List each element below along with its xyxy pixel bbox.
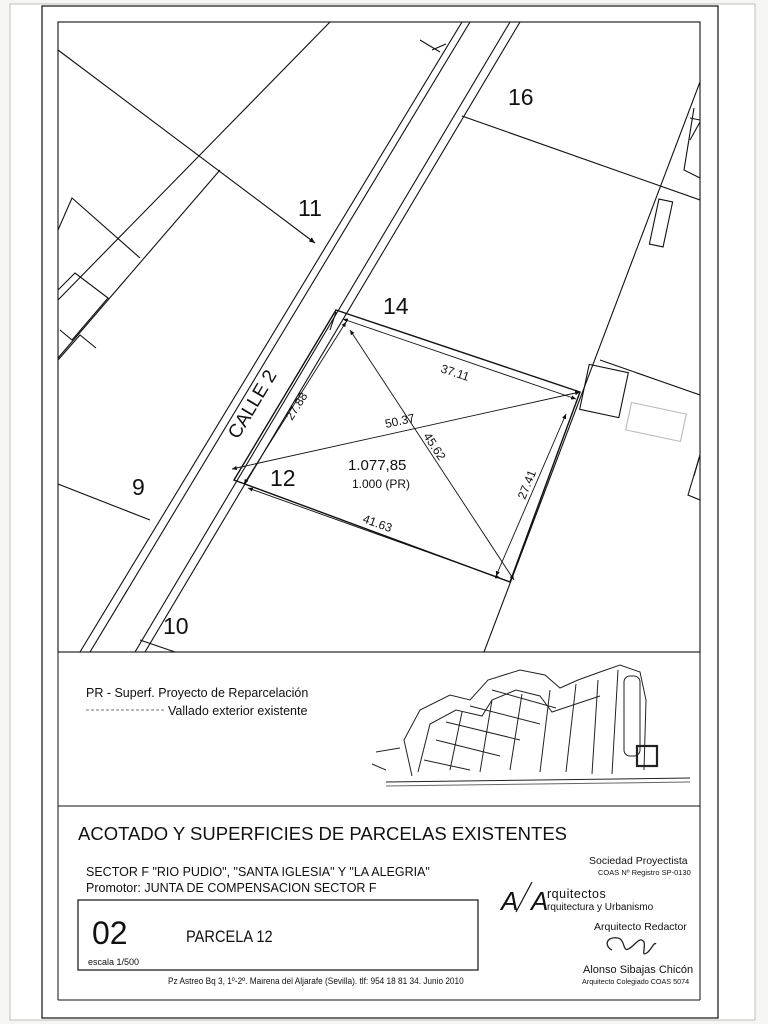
scale-text: escala 1/500 <box>88 957 140 967</box>
parcel-area-pr: 1.000 (PR) <box>352 477 411 491</box>
parcel-label-11: 11 <box>298 195 322 221</box>
firm-name: rquitectos <box>547 887 607 901</box>
parcel-label-14: 14 <box>383 293 409 319</box>
sector-text: SECTOR F "RIO PUDIO", "SANTA IGLESIA" Y "LA ALEGRIA" <box>86 865 430 879</box>
dim-left-edge: 27.88 <box>282 389 311 423</box>
company-reg: COAS Nº Registro SP-0130 <box>598 868 691 877</box>
parcel-label-16: 16 <box>508 84 534 110</box>
promotor-text: Promotor: JUNTA DE COMPENSACION SECTOR F <box>86 881 377 895</box>
parcel-label-9: 9 <box>132 474 145 500</box>
parcel-label-12: 12 <box>270 465 296 491</box>
architect-reg: Arquitecto Colegiado COAS 5074 <box>582 977 690 986</box>
dim-top-edge: 37.11 <box>439 361 472 384</box>
sheet-number: 02 <box>92 915 128 951</box>
street-label: CALLE 2 <box>224 366 282 443</box>
parcel-name: PARCELA 12 <box>186 928 273 947</box>
svg-text:A: A <box>501 886 519 916</box>
dim-diag-long: 50.37 <box>383 410 416 431</box>
dim-bottom-edge: 41.63 <box>360 511 394 536</box>
svg-text:A: A <box>531 886 549 916</box>
address-text: Pz Astreo Bq 3, 1º-2º. Mairena del Aljarafe (Sevilla). tlf: 954 18 81 34. Junio 2010 <box>168 975 464 987</box>
architect-name: Alonso Sibajas Chicón <box>583 964 694 976</box>
architect-label: Arquitecto Redactor <box>594 921 687 933</box>
legend-fence: Vallado exterior existente <box>168 704 308 718</box>
sheet-title: ACOTADO Y SUPERFICIES DE PARCELAS EXISTENTES <box>78 823 568 844</box>
dim-right-edge: 27.41 <box>514 468 540 502</box>
firm-sub: rquitectura y Urbanismo <box>547 902 654 913</box>
legend-pr: PR - Superf. Proyecto de Reparcelación <box>86 686 309 700</box>
parcel-label-10: 10 <box>163 613 189 639</box>
parcel-area: 1.077,85 <box>348 457 407 474</box>
company-label: Sociedad Proyectista <box>589 855 688 867</box>
dim-diag-short: 45.62 <box>420 430 449 463</box>
